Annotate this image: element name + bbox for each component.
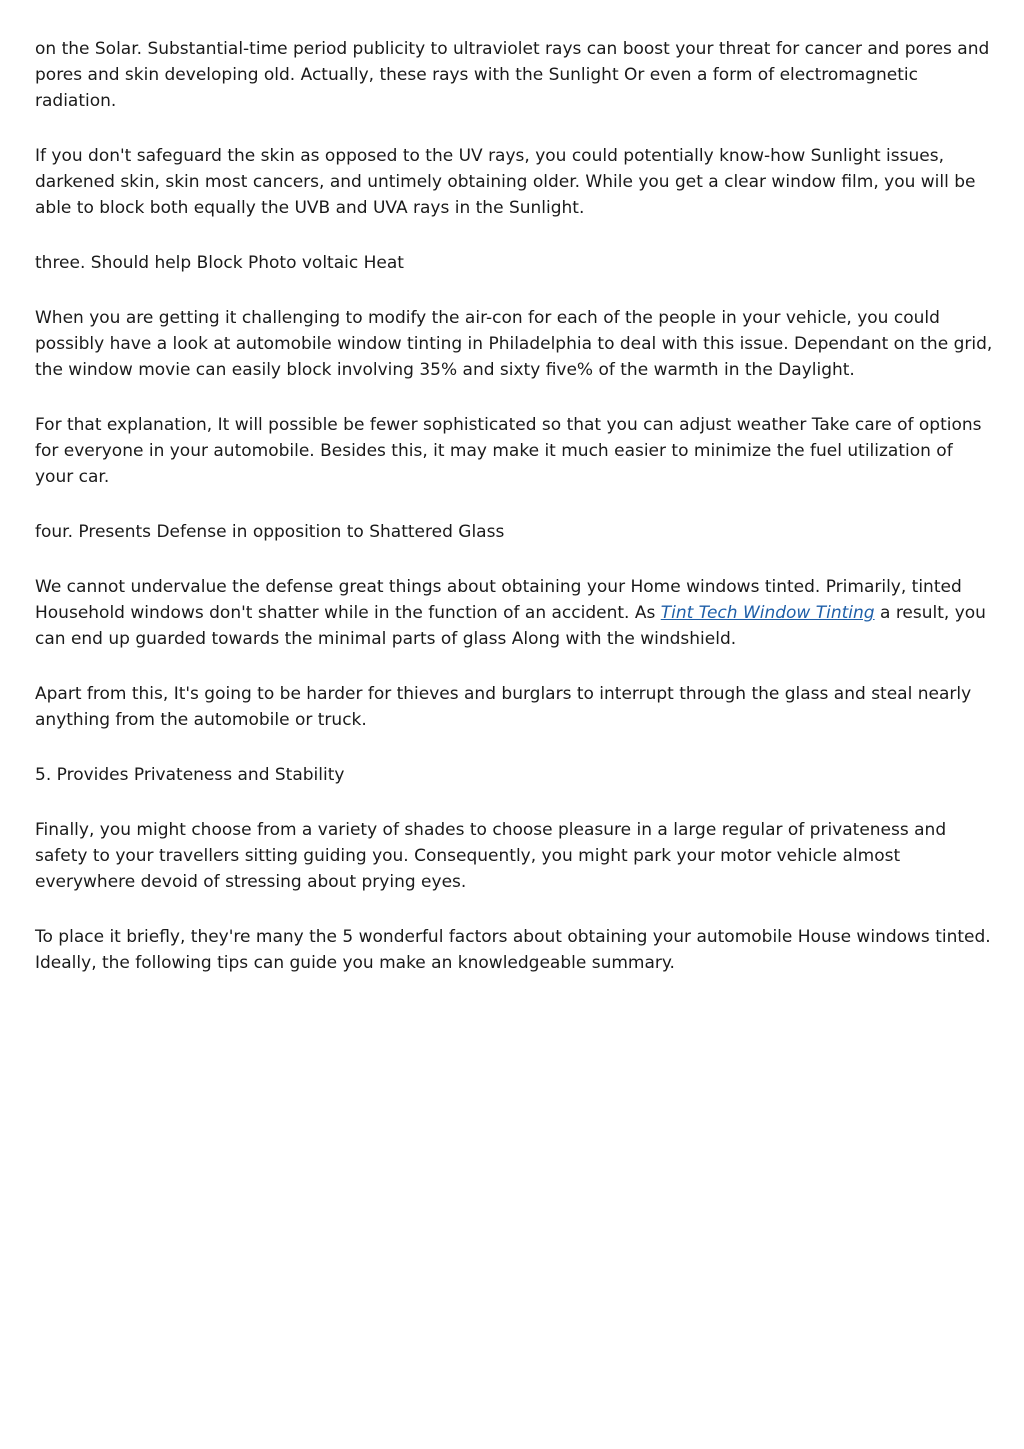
paragraph-uv-rays-intro: on the Solar. Substantial-time period publicity to ultraviolet rays can boost your threat for cancer and pores and pores and skin developing old. Actually, these rays with the Sunlight Or even a form of electromagnetic radiation. (35, 39, 990, 111)
tint-tech-window-tinting-link[interactable]: Tint Tech Window Tinting (660, 603, 875, 623)
document-page (35, 36, 995, 1005)
section-heading-privacy: 5. Provides Privateness and Stability (35, 765, 345, 785)
paragraph-shades-privacy: Finally, you might choose from a variety of shades to choose pleasure in a large regular of privateness and safety to your travellers sitting guiding you. Consequently, you might park your motor vehicle almost everywhere devoid of stressing about prying eyes. (35, 820, 947, 892)
paragraph-defense-text-after: a result, you can end up guarded towards the minimal parts of glass Along with the windshield. (35, 603, 986, 649)
paragraph-defense-benefits (35, 574, 995, 652)
paragraph-air-con: When you are getting it challenging to modify the air-con for each of the people in your vehicle, you could possibly have a look at automobile window tinting in Philadelphia to deal with this issue. Dependant on the grid, the window movie can easily block involving 35% and sixty five% of the warmth in the Daylight. (35, 308, 993, 380)
paragraph-skin-protection: If you don't safeguard the skin as opposed to the UV rays, you could potentially know-how Sunlight issues, darkened skin, skin most cancers, and untimely obtaining older. While you get a clear window film, you will be able to block both equally the UVB and UVA rays in the Sunlight. (35, 146, 976, 218)
paragraph-summary: To place it briefly, they're many the 5 wonderful factors about obtaining your automobile House windows tinted. Ideally, the following tips can guide you make an knowledgeable summary. (35, 927, 991, 973)
section-heading-shattered-glass: four. Presents Defense in opposition to Shattered Glass (35, 522, 505, 542)
section-heading-block-heat: three. Should help Block Photo voltaic Heat (35, 253, 404, 273)
paragraph-defense-text-before: We cannot undervalue the defense great things about obtaining your Home windows tinted. Primarily, tinted Household windows don't shatter while in the function of an accident. As (35, 577, 962, 623)
paragraph-climate-control: For that explanation, It will possible be fewer sophisticated so that you can adjust weather Take care of options for everyone in your automobile. Besides this, it may make it much easier to minimize the fuel utilization of your car. (35, 415, 982, 487)
paragraph-thieves: Apart from this, It's going to be harder for thieves and burglars to interrupt through the glass and steal nearly anything from the automobile or truck. (35, 684, 972, 730)
